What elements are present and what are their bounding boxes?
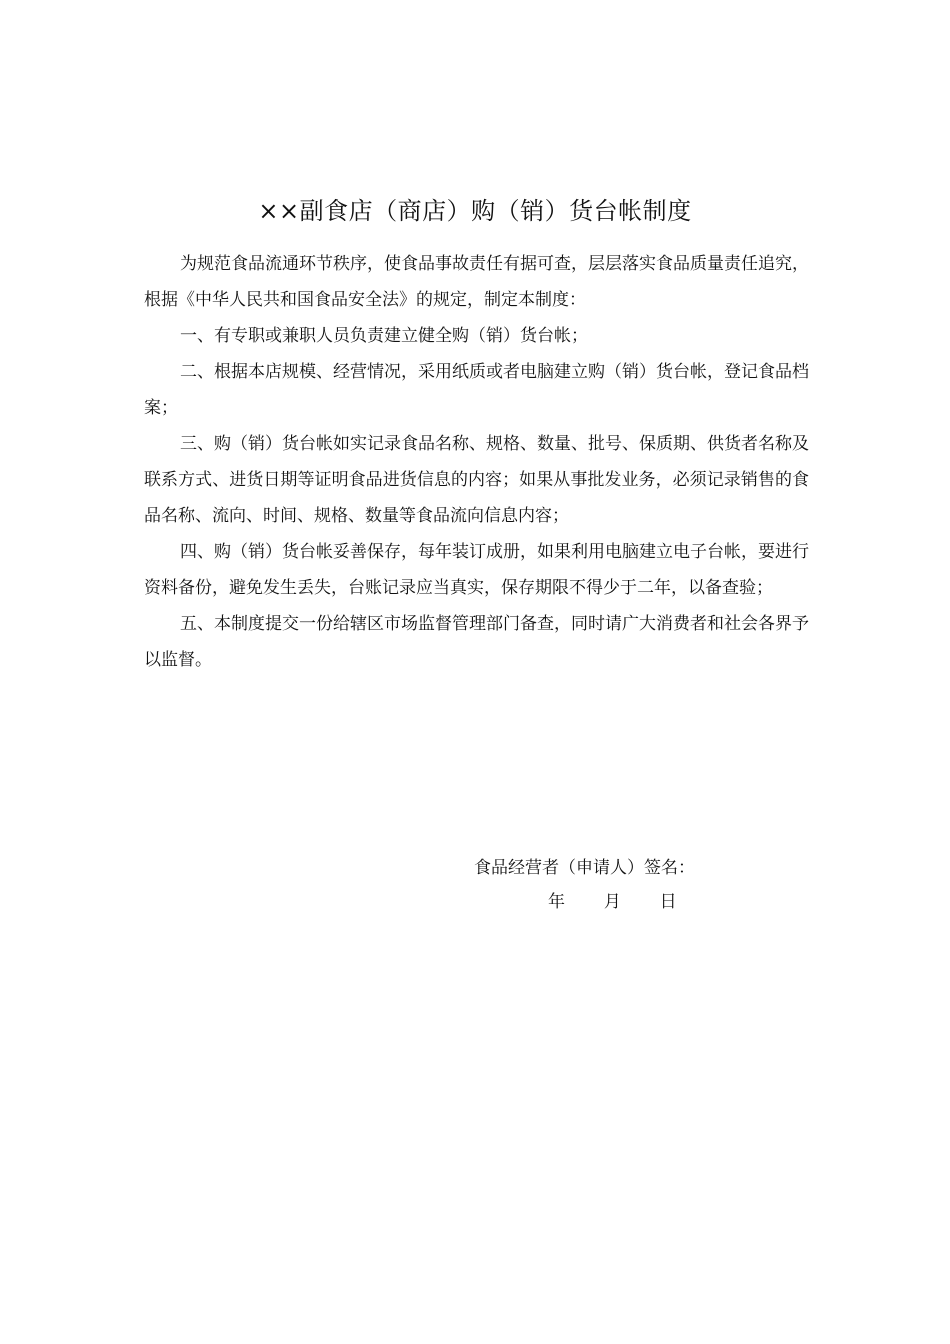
paragraph-item-2: 二、根据本店规模、经营情况，采用纸质或者电脑建立购（销）货台帐，登记食品档案；: [144, 362, 809, 418]
paragraph-item-4: 四、购（销）货台帐妥善保存，每年装订成册，如果利用电脑建立电子台帐，要进行资料备份，避免发生丢失，台账记录应当真实，保存期限不得少于二年，以备查验；: [144, 542, 809, 598]
document-body: [144, 246, 809, 678]
date-year-label: 年: [548, 892, 565, 912]
paragraph-item-1: 一、有专职或兼职人员负责建立健全购（销）货台帐；: [180, 326, 588, 346]
date-line: [548, 886, 677, 918]
signature-label: 食品经营者（申请人）签名：: [474, 858, 695, 878]
date-month-label: 月: [603, 892, 621, 912]
paragraph-intro: 为规范食品流通环节秩序，使食品事故责任有据可查，层层落实食品质量责任追究，根据《中华人民共和国食品安全法》的规定，制定本制度：: [144, 254, 809, 310]
paragraph-item-3: 三、购（销）货台帐如实记录食品名称、规格、数量、批号、保质期、供货者名称及联系方式、进货日期等证明食品进货信息的内容；如果从事批发业务，必须记录销售的食品名称、流向、时间、规格、数量等食品流向信息内容；: [144, 434, 809, 526]
document-title: ××副食店（商店）购（销）货台帐制度: [258, 197, 692, 225]
date-day-label: 日: [659, 892, 677, 912]
paragraph-item-5: 五、本制度提交一份给辖区市场监督管理部门备查，同时请广大消费者和社会各界予以监督。: [144, 614, 809, 670]
